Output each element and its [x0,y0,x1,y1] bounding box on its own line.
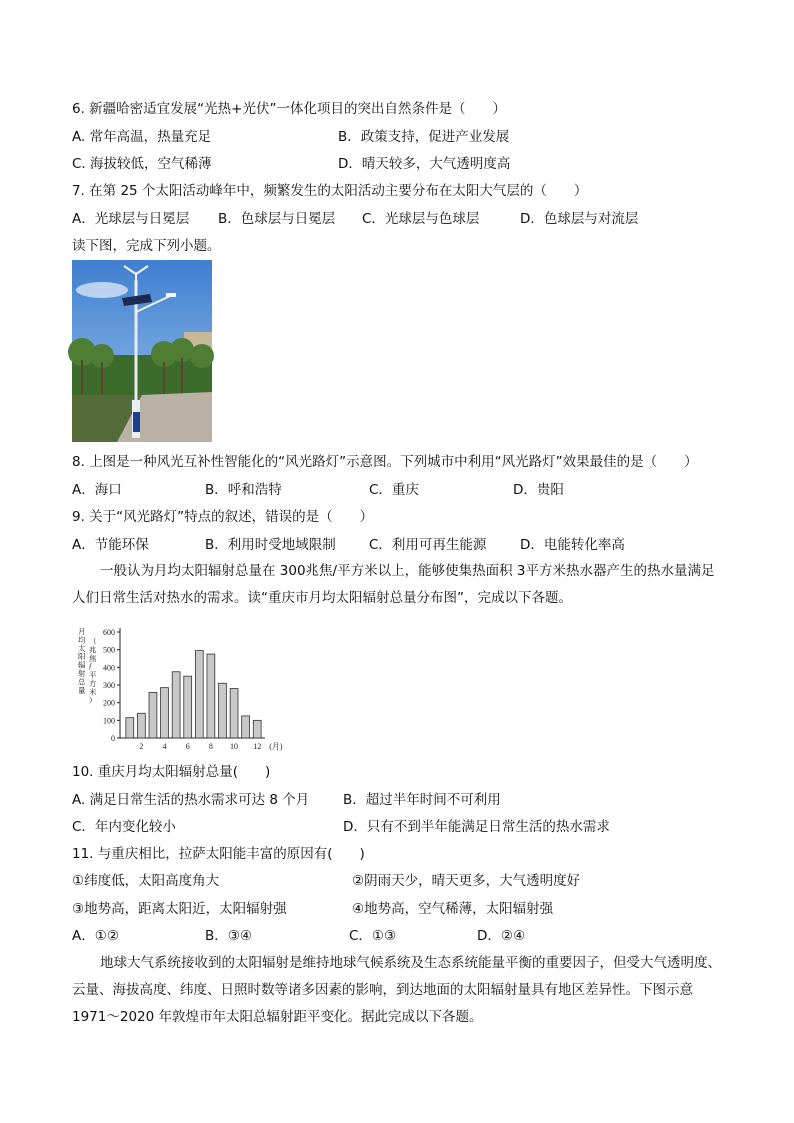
y-tick-label: 600 [103,628,115,637]
x-tick-label: 6 [185,742,190,751]
x-axis-label: (月) [269,742,283,751]
q10-option-d: D．只有不到半年能满足日常生活的热水需求 [343,819,610,835]
q11-option-b: B．③④ [205,928,252,944]
q11-statement-3: ③地势高，距离太阳近，太阳辐射强 [72,901,287,917]
bar-month-10 [230,689,238,738]
y-tick-label: 300 [103,681,115,690]
q11-option-a: A．①② [72,928,119,944]
q7-option-a: A．光球层与日冕层 [72,211,190,227]
q11-statement-1: ①纬度低，太阳高度角大 [72,873,220,889]
q8-option-b: B．呼和浩特 [205,482,282,498]
q7-option-d: D．色球层与对流层 [520,211,639,227]
q7-option-b: B．色球层与日冕层 [218,211,336,227]
q11-option-c: C．①③ [349,928,397,944]
y-tick-label: 500 [103,645,115,655]
q9-stem: 9. 关于“风光路灯”特点的叙述，错误的是（ ） [72,509,374,525]
x-tick-label: 2 [139,742,144,751]
q6-option-c: C. 海拔较低，空气稀薄 [72,156,212,172]
q8-option-d: D．贵阳 [513,482,564,498]
bar-month-7 [195,651,203,738]
q6-option-b: B．政策支持，促进产业发展 [338,129,510,145]
x-tick-label: 8 [208,742,213,751]
q7-option-c: C．光球层与色球层 [362,211,480,227]
q10-option-c: C．年内变化较小 [72,819,176,835]
bar-month-4 [161,688,169,738]
q9-option-a: A．节能环保 [72,537,149,553]
q9-option-d: D．电能转化率高 [520,537,625,553]
q8-stem: 8. 上图是一种风光互补性智能化的“风光路灯”示意图。下列城市中利用“风光路灯”效果最佳的是（ ） [72,454,698,470]
wind-solar-streetlamp-photo [72,260,212,442]
y-tick-label: 200 [103,698,115,708]
bar-month-6 [184,676,192,738]
bar-month-2 [137,713,145,738]
bar-month-8 [207,654,215,738]
q9-option-c: C．利用可再生能源 [369,537,487,553]
q6-stem: 6. 新疆哈密适宜发展“光热+光伏”一体化项目的突出自然条件是（ ） [72,101,506,117]
x-tick-label: 12 [253,742,262,751]
q10-option-b: B．超过半年时间不可利用 [343,792,501,808]
q8-option-a: A．海口 [72,482,122,498]
y-axis-label: 月均太阳辐射总量 [78,627,86,695]
chongqing-monthly-radiation-chart [72,620,283,755]
q8-option-c: C．重庆 [369,482,419,498]
q6-option-d: D．晴天较多，大气透明度高 [338,156,511,172]
x-tick-label: 4 [162,742,167,751]
q11-statement-4: ④地势高，空气稀薄，太阳辐射强 [352,901,554,917]
y-tick-label: 400 [103,663,115,673]
passage-dunhuang-radiation: 地球大气系统接收到的太阳辐射是维持地球气候系统及生态系统能量平衡的重要因子，但受大气透明度、云量、海拔高度、纬度、日照时数等诸多因素的影响，到达地面的太阳辐射量具有地区差异性。下图示意 1971～2020 年敦煌市年太阳总辐射距平变化。据此完成以下各题。 [72,955,721,1025]
bar-month-11 [242,716,250,738]
bar-month-3 [149,692,157,738]
bar-month-12 [253,720,261,738]
bar-month-5 [172,672,180,738]
bar-month-1 [126,718,134,738]
q7-stem: 7. 在第 25 个太阳活动峰年中，频繁发生的太阳活动主要分布在太阳大气层的（ ） [72,183,588,199]
q9-option-b: B．利用时受地域限制 [205,537,336,553]
y-axis-label-group [78,627,97,705]
q10-stem: 10. 重庆月均太阳辐射总量( ) [72,764,271,780]
passage-chongqing-radiation: 一般认为月均太阳辐射总量在 300兆焦/平方米以上，能够使集热面积 3平方米热水器产生的热水量满足人们日常生活对热水的需求。读“重庆市月均太阳辐射总量分布图”，完成以下各题。 [72,563,715,606]
q6-option-a: A. 常年高温，热量充足 [72,129,212,145]
intro-read-figure: 读下图，完成下列小题。 [72,238,221,254]
y-tick-label: 0 [111,734,115,743]
y-tick-label: 100 [103,716,115,726]
q10-option-a: A. 满足日常生活的热水需求可达 8 个月 [72,792,310,808]
q11-statement-2: ②阴雨天少，晴天更多，大气透明度好 [352,873,581,889]
q11-stem: 11. 与重庆相比，拉萨太阳能丰富的原因有( ) [72,846,365,862]
chart-svg [72,620,283,755]
bar-month-9 [219,683,227,738]
q11-option-d: D．②④ [477,928,526,944]
x-tick-label: 10 [230,742,239,751]
y-axis-unit: （兆焦/平方米） [89,637,97,705]
